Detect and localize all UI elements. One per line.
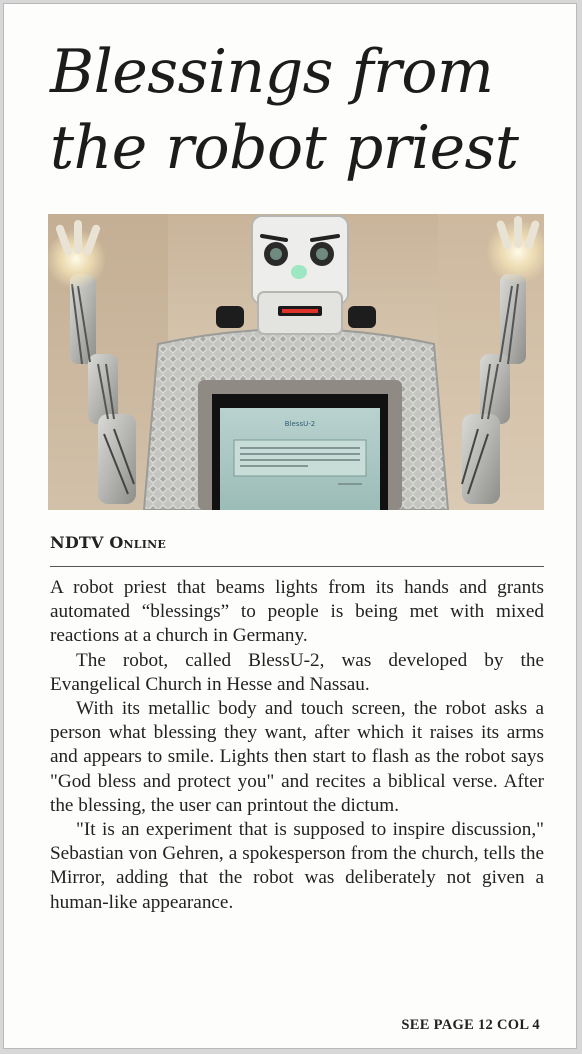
article-body [50,576,544,915]
article-paragraph: The robot, called BlessU-2, was developed by the Evangelical Church in Hesse and Nassau. [50,649,544,695]
newspaper-clipping [3,3,577,1049]
article-paragraph: A robot priest that beams lights from its hands and grants automated “blessings” to people is being met with mixed reactions at a church in Germany. [50,577,544,647]
screen-title: BlessU-2 [284,420,316,428]
article-paragraph: With its metallic body and touch screen, the robot asks a person what blessing they want, after which it raises its arms and appears to smile. Lights then start to flash as the robot says "God bless and protect you" and recites a biblical verse. After the blessing, the user can printout the dictum. [50,698,544,816]
article-paragraph: "It is an experiment that is supposed to inspire discussion," Sebastian von Gehren, a spokesperson from the church, tells the Mirror, adding that the robot was deliberately not given a human-like appearance. [50,819,544,913]
byline-divider [50,566,544,567]
byline: NDTV Online [50,533,166,552]
headline [50,34,570,186]
robot-head [252,216,348,334]
robot-priest-photo [48,214,544,510]
headline-line-1: Blessings from [50,37,494,107]
continuation-note: SEE PAGE 12 COL 4 [401,1017,540,1033]
headline-line-2: the robot priest [50,113,519,183]
